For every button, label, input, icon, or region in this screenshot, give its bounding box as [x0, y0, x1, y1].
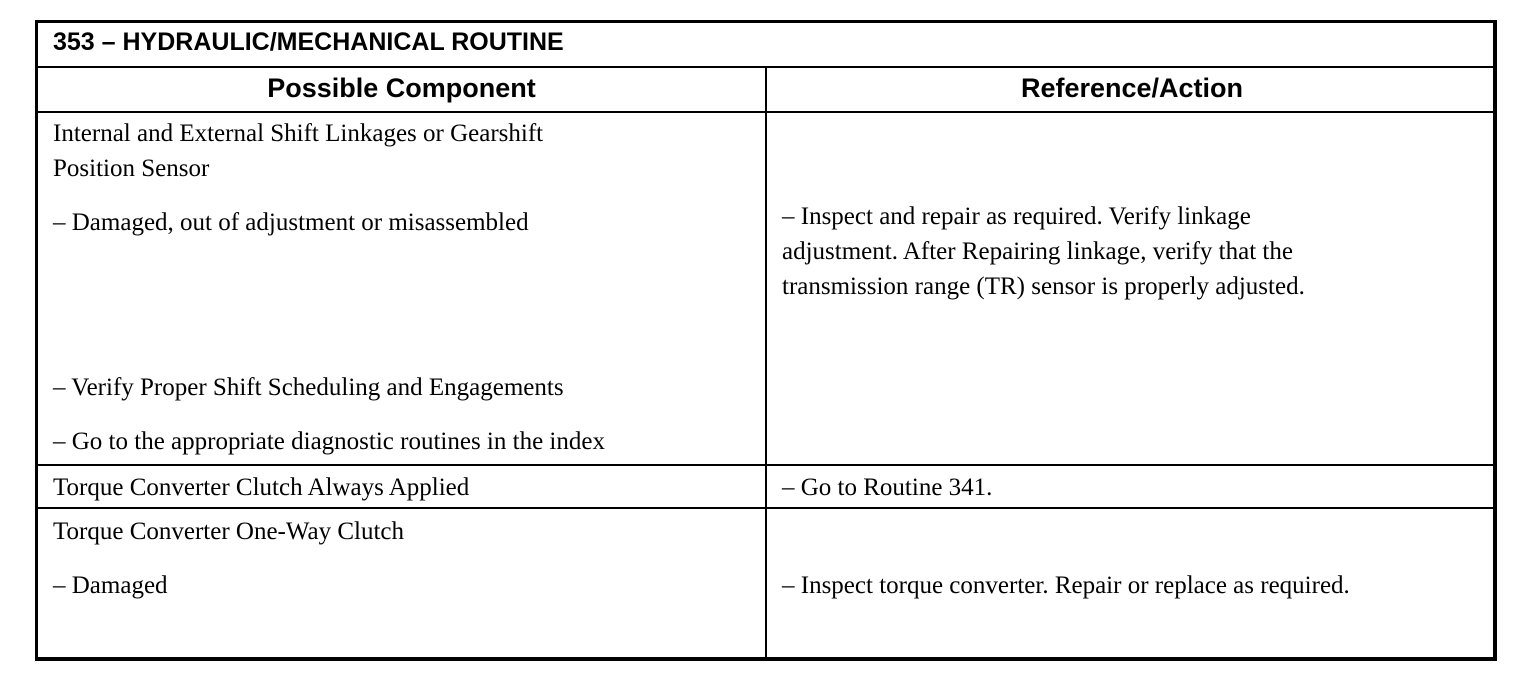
table-title: 353 – HYDRAULIC/MECHANICAL ROUTINE [53, 28, 564, 56]
row2-component: Torque Converter Clutch Always Applied [53, 474, 470, 501]
row1-action-line1: – Inspect and repair as required. Verify linkage [782, 203, 1251, 230]
row3-symptom: – Damaged [53, 572, 168, 599]
row1-action-line3: transmission range (TR) sensor is properly adjusted. [782, 273, 1305, 300]
header-reference-action: Reference/Action [1020, 73, 1244, 103]
row1-symptom: – Damaged, out of adjustment or misassembled [53, 209, 529, 236]
column-divider [765, 68, 767, 657]
row1-component-line2: Position Sensor [53, 155, 210, 182]
row1-note-verify: – Verify Proper Shift Scheduling and Engagements [53, 374, 564, 401]
row1-component-line1: Internal and External Shift Linkages or Gearshift [53, 120, 544, 147]
row1-action-line2: adjustment. After Repairing linkage, verify that the [782, 238, 1293, 265]
row2-action: – Go to Routine 341. [782, 474, 993, 501]
diagnostic-table [35, 20, 1497, 661]
row3-action: – Inspect torque converter. Repair or replace as required. [782, 572, 1350, 599]
row3-component: Torque Converter One-Way Clutch [53, 518, 404, 545]
header-possible-component: Possible Component [267, 73, 536, 103]
row1-note-goto: – Go to the appropriate diagnostic routines in the index [53, 428, 605, 455]
